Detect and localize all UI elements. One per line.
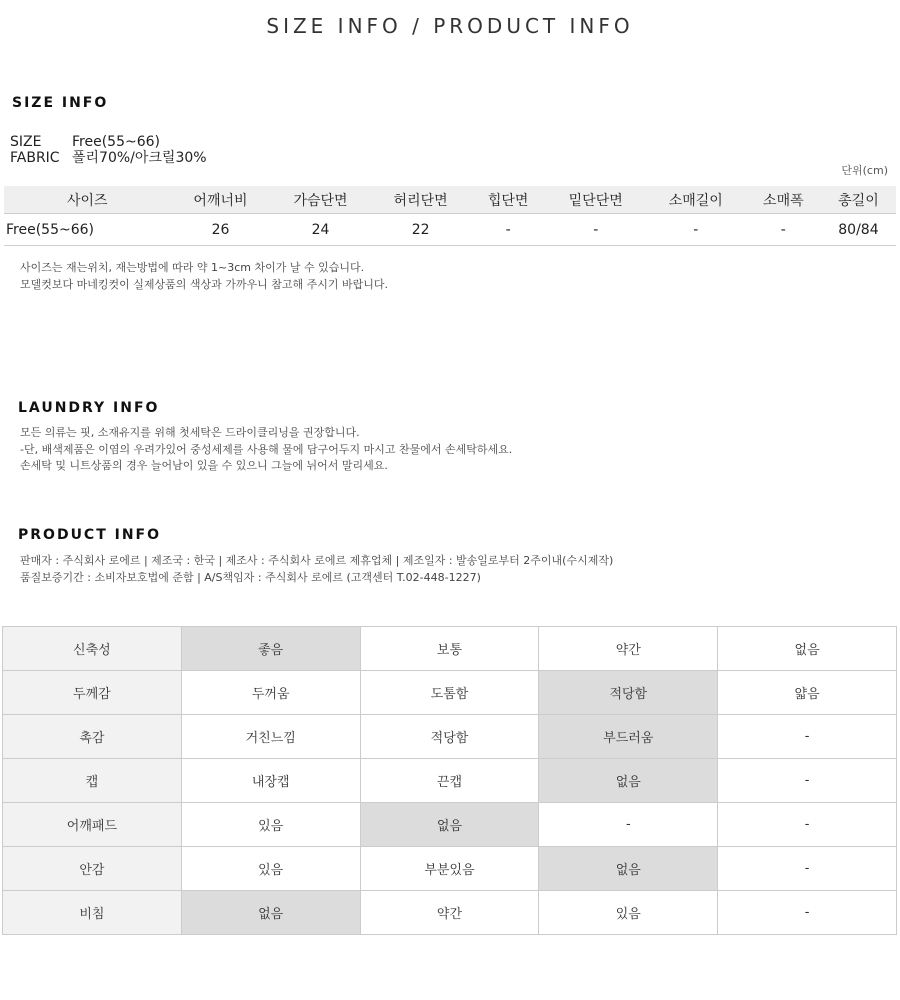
attribute-option: - (718, 847, 897, 891)
unit-label: 단위(cm) (841, 164, 888, 177)
size-table (4, 186, 896, 246)
table-row (3, 803, 897, 847)
size-note-line: 사이즈는 재는위치, 재는방법에 따라 약 1~3cm 차이가 날 수 있습니다. (20, 261, 365, 274)
size-col-header: 소매길이 (646, 186, 746, 214)
product-note-line: 판매자 : 주식회사 로에르 | 제조국 : 한국 | 제조사 : 주식회사 로에르 제휴업체 | 제조일자 : 발송일로부터 2주이내(수시제작) (20, 554, 614, 567)
size-cell: 22 (371, 214, 471, 246)
size-col-header: 소매폭 (746, 186, 821, 214)
size-col-header: 허리단면 (371, 186, 471, 214)
attribute-option-selected: 부드러움 (539, 715, 718, 759)
size-value: Free(55~66) (72, 134, 160, 150)
attribute-option: - (718, 759, 897, 803)
product-notes (20, 553, 613, 586)
laundry-note-line: 모든 의류는 핏, 소재유지를 위해 첫세탁은 드라이클리닝을 권장합니다. (20, 426, 360, 439)
attribute-label: 비침 (3, 891, 182, 935)
attribute-option: 보통 (360, 627, 539, 671)
laundry-note-line: -단, 배색제품은 이염의 우려가있어 중성세제를 사용해 물에 담구어두지 마시고 찬물에서 손세탁하세요. (20, 442, 513, 456)
attribute-option: 없음 (718, 627, 897, 671)
attribute-option-selected: 좋음 (181, 627, 360, 671)
attribute-label: 촉감 (3, 715, 182, 759)
attribute-option: 끈캡 (360, 759, 539, 803)
attribute-option: - (539, 803, 718, 847)
size-fabric-spec (10, 134, 207, 166)
table-row (3, 671, 897, 715)
attribute-option-selected: 적당함 (539, 671, 718, 715)
size-col-header: 가슴단면 (271, 186, 371, 214)
attribute-option: 있음 (539, 891, 718, 935)
size-col-header: 힙단면 (471, 186, 546, 214)
attribute-label: 신축성 (3, 627, 182, 671)
table-row (3, 847, 897, 891)
attribute-option: 약간 (360, 891, 539, 935)
laundry-info-heading: LAUNDRY INFO (18, 400, 160, 416)
table-row (3, 627, 897, 671)
product-note-line: 품질보증기간 : 소비자보호법에 준함 | A/S책임자 : 주식회사 로에르 (고객센터 T.02-448-1227) (20, 570, 481, 584)
size-info-heading: SIZE INFO (12, 95, 109, 111)
attribute-option-selected: 없음 (539, 847, 718, 891)
size-label: SIZE (10, 134, 42, 150)
table-row (3, 715, 897, 759)
table-row (3, 759, 897, 803)
attribute-option-selected: 없음 (360, 803, 539, 847)
table-row (4, 214, 896, 246)
size-cell: - (646, 214, 746, 246)
attribute-label: 두께감 (3, 671, 182, 715)
size-cell: - (546, 214, 646, 246)
attribute-option: 있음 (181, 803, 360, 847)
attribute-option: 있음 (181, 847, 360, 891)
attribute-option: 내장캡 (181, 759, 360, 803)
laundry-notes (20, 425, 512, 475)
attribute-option-selected: 없음 (181, 891, 360, 935)
attribute-option: 약간 (539, 627, 718, 671)
size-cell: - (746, 214, 821, 246)
size-cell: 24 (271, 214, 371, 246)
attribute-option: - (718, 715, 897, 759)
product-info-heading: PRODUCT INFO (18, 527, 162, 543)
table-row (3, 891, 897, 935)
attribute-option: - (718, 891, 897, 935)
size-cell: Free(55~66) (4, 214, 170, 246)
size-col-header: 밑단단면 (546, 186, 646, 214)
size-cell: 80/84 (821, 214, 896, 246)
page-title: SIZE INFO / PRODUCT INFO (266, 14, 634, 38)
size-col-header: 어깨너비 (170, 186, 270, 214)
attribute-option-selected: 없음 (539, 759, 718, 803)
attribute-label: 안감 (3, 847, 182, 891)
size-cell: 26 (170, 214, 270, 246)
attribute-label: 어깨패드 (3, 803, 182, 847)
size-cell: - (471, 214, 546, 246)
attribute-label: 캡 (3, 759, 182, 803)
fabric-value: 폴리70%/아크릴30% (72, 150, 207, 166)
size-note-line: 모델컷보다 마네킹컷이 실제상품의 색상과 가까우니 참고해 주시기 바랍니다. (20, 277, 389, 291)
fabric-attribute-table (2, 626, 897, 935)
fabric-label: FABRIC (10, 150, 60, 166)
attribute-option: 두꺼움 (181, 671, 360, 715)
attribute-option: 부분있음 (360, 847, 539, 891)
size-spec-row (10, 134, 207, 150)
fabric-spec-row (10, 150, 207, 166)
attribute-option: 도톰함 (360, 671, 539, 715)
size-col-header: 사이즈 (4, 186, 170, 214)
attribute-option: - (718, 803, 897, 847)
size-table-header (4, 186, 896, 214)
size-notes (20, 260, 388, 293)
laundry-note-line: 손세탁 및 니트상품의 경우 늘어남이 있을 수 있으니 그늘에 뉘어서 말리세요. (20, 459, 388, 472)
size-col-header: 총길이 (821, 186, 896, 214)
attribute-option: 얇음 (718, 671, 897, 715)
attribute-option: 거친느낌 (181, 715, 360, 759)
attribute-option: 적당함 (360, 715, 539, 759)
